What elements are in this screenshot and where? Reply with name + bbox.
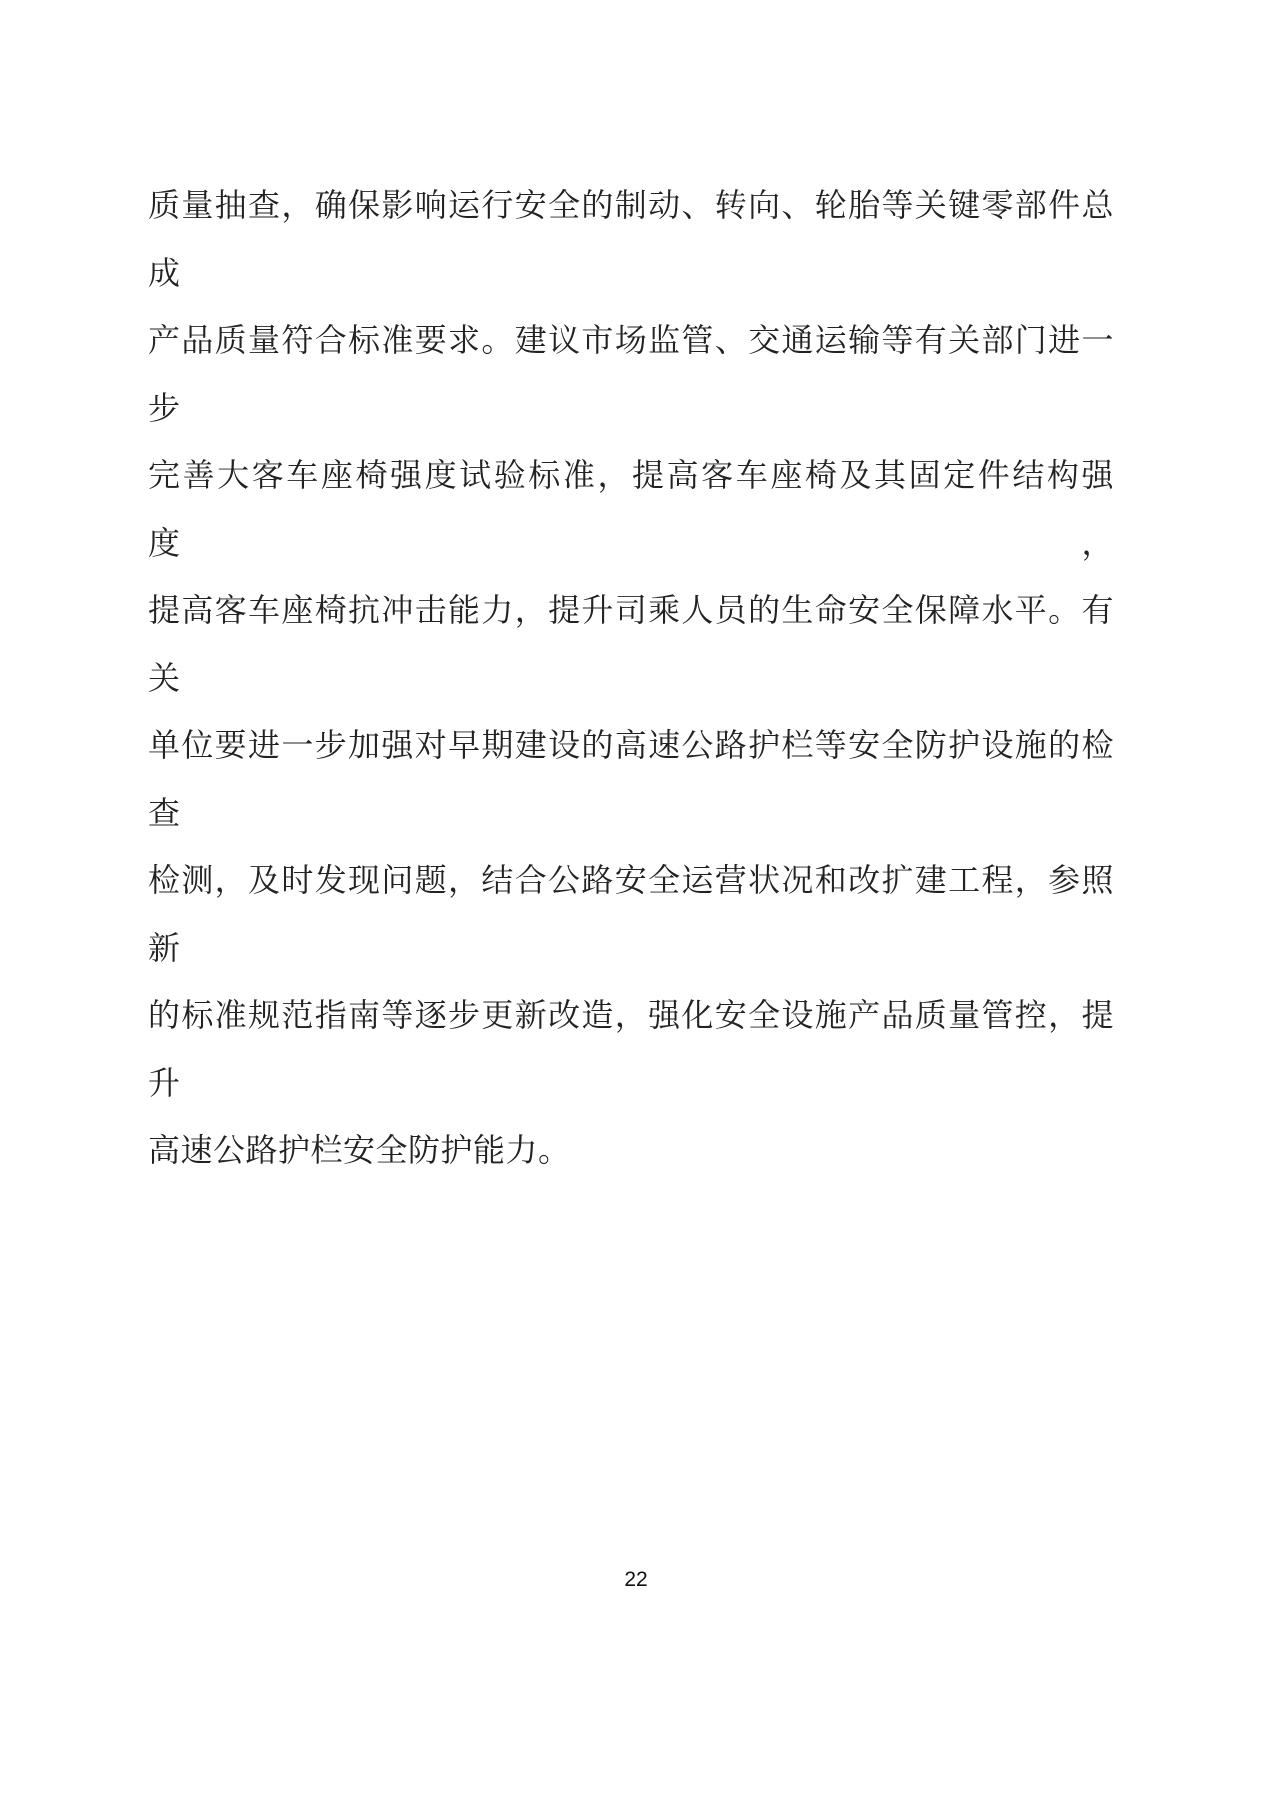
paragraph-line: 检测，及时发现问题，结合公路安全运营状况和改扩建工程，参照新 — [148, 862, 1114, 966]
page-number: 22 — [624, 1568, 648, 1591]
paragraph-line: 高速公路护栏安全防护能力。 — [148, 1132, 571, 1168]
paragraph-line: 质量抽查，确保影响运行安全的制动、转向、轮胎等关键零部件总成 — [148, 187, 1114, 291]
paragraph-block — [148, 172, 1114, 1185]
paragraph-line: 产品质量符合标准要求。建议市场监管、交通运输等有关部门进一步 — [148, 322, 1114, 426]
paragraph-line: 提高客车座椅抗冲击能力，提升司乘人员的生命安全保障水平。有关 — [148, 592, 1114, 696]
paragraph-line: 的标准规范指南等逐步更新改造，强化安全设施产品质量管控，提升 — [148, 997, 1114, 1101]
paragraph-line: 完善大客车座椅强度试验标准，提高客车座椅及其固定件结构强度， — [148, 457, 1114, 561]
paragraph-line: 单位要进一步加强对早期建设的高速公路护栏等安全防护设施的检查 — [148, 727, 1114, 831]
